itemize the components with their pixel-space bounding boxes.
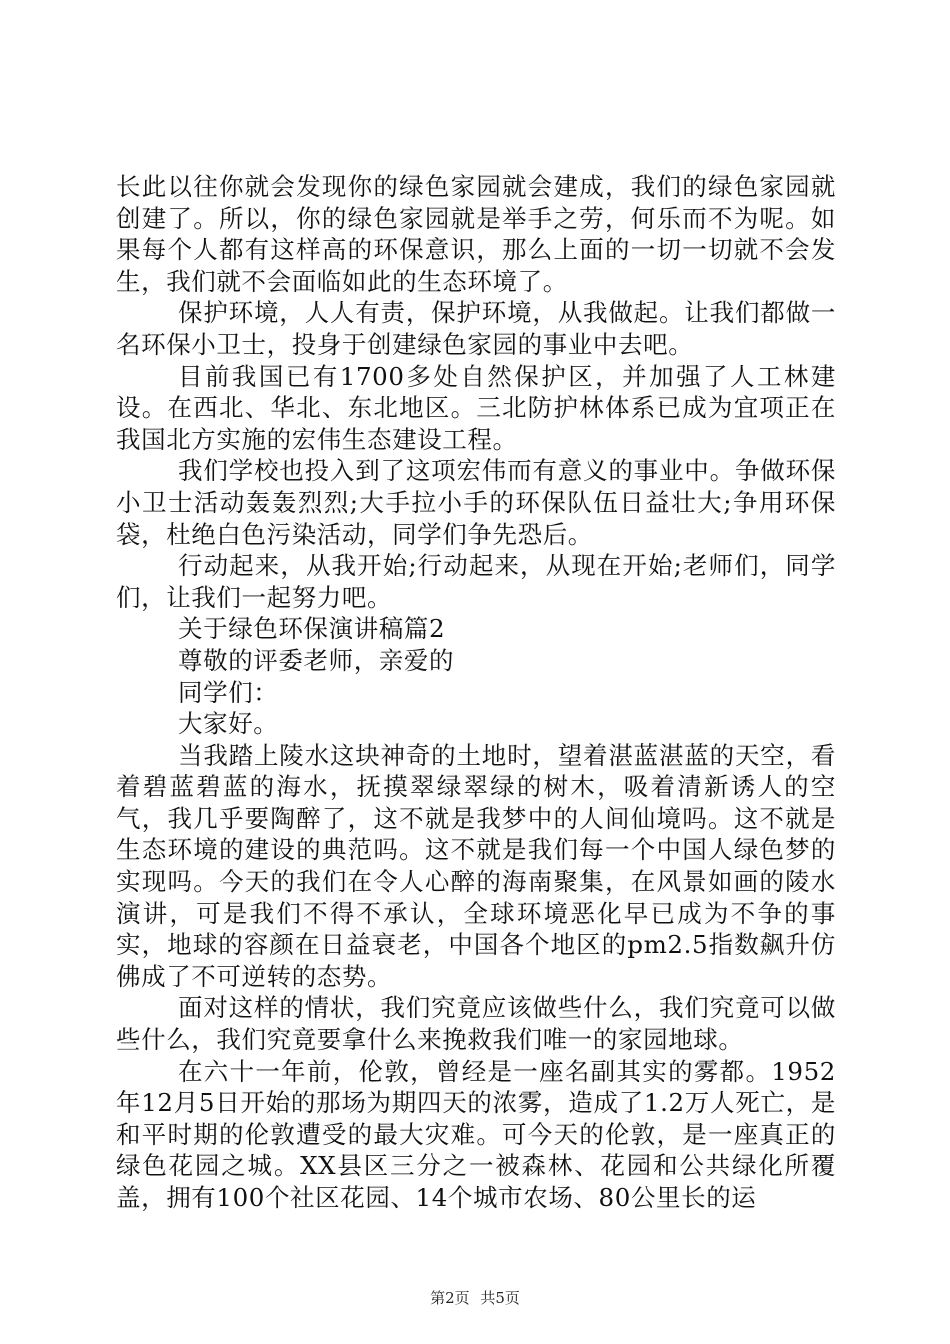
salutation: 尊敬的评委老师，亲爱的: [178, 645, 455, 675]
paragraph: 我们学校也投入到了这项宏伟而有意义的事业中。争做环保小卫士活动轰轰烈烈;大手拉小手的环保队伍日益壮大;争用环保袋，杜绝白色污染活动，同学们争先恐后。: [116, 456, 836, 549]
paragraph: 保护环境，人人有责，保护环境，从我做起。让我们都做一名环保小卫士，投身于创建绿色家园的事业中去吧。: [116, 298, 836, 359]
page-footer: [0, 1288, 950, 1308]
paragraph: 行动起来，从我开始;行动起来，从现在开始;老师们，同学们，让我们一起努力吧。: [116, 551, 836, 612]
page-number: 第2页: [430, 1289, 470, 1307]
paragraph: 在六十一年前，伦敦，曾经是一座名副其实的雾都。1952年12月5日开始的那场为期四天的浓雾，造成了1.2万人死亡，是和平时期的伦敦遭受的最大灾难。可今天的伦敦，是一座真正的绿色花园之城。XX县区三分之一被森林、花园和公共绿化所覆盖，拥有100个社区花园、14个城市农场、80公里长的运: [116, 1056, 836, 1212]
paragraph: 长此以往你就会发现你的绿色家园就会建成，我们的绿色家园就创建了。所以，你的绿色家园就是举手之劳，何乐而不为呢。如果每个人都有这样高的环保意识，那么上面的一切一切就不会发生，我们就不会面临如此的生态环境了。: [116, 172, 836, 296]
paragraph: 当我踏上陵水这块神奇的土地时，望着湛蓝湛蓝的天空，看着碧蓝碧蓝的海水，抚摸翠绿翠绿的树木，吸着清新诱人的空气，我几乎要陶醉了，这不就是我梦中的人间仙境吗。这不就是生态环境的建设的典范吗。这不就是我们每一个中国人绿色梦的实现吗。今天的我们在令人心醉的海南聚集，在风景如画的陵水演讲，可是我们不得不承认，全球环境恶化早已成为不争的事实，地球的容颜在日益衰老，中国各个地区的pm2.5指数飙升仿佛成了不可逆转的态势。: [116, 740, 836, 991]
paragraph: 面对这样的情状，我们究竟应该做些什么，我们究竟可以做些什么，我们究竟要拿什么来挽救我们唯一的家园地球。: [116, 993, 836, 1055]
paragraph: 目前我国已有1700多处自然保护区，并加强了人工林建设。在西北、华北、东北地区。三北防护林体系已成为宜项正在我国北方实施的宏伟生态建设工程。: [116, 361, 836, 454]
page-total: 共5页: [480, 1289, 520, 1307]
greeting: 大家好。: [178, 709, 279, 739]
document-body: [116, 171, 836, 1214]
salutation: 同学们：: [178, 677, 279, 707]
section-heading: 关于绿色环保演讲稿篇2: [178, 614, 446, 644]
